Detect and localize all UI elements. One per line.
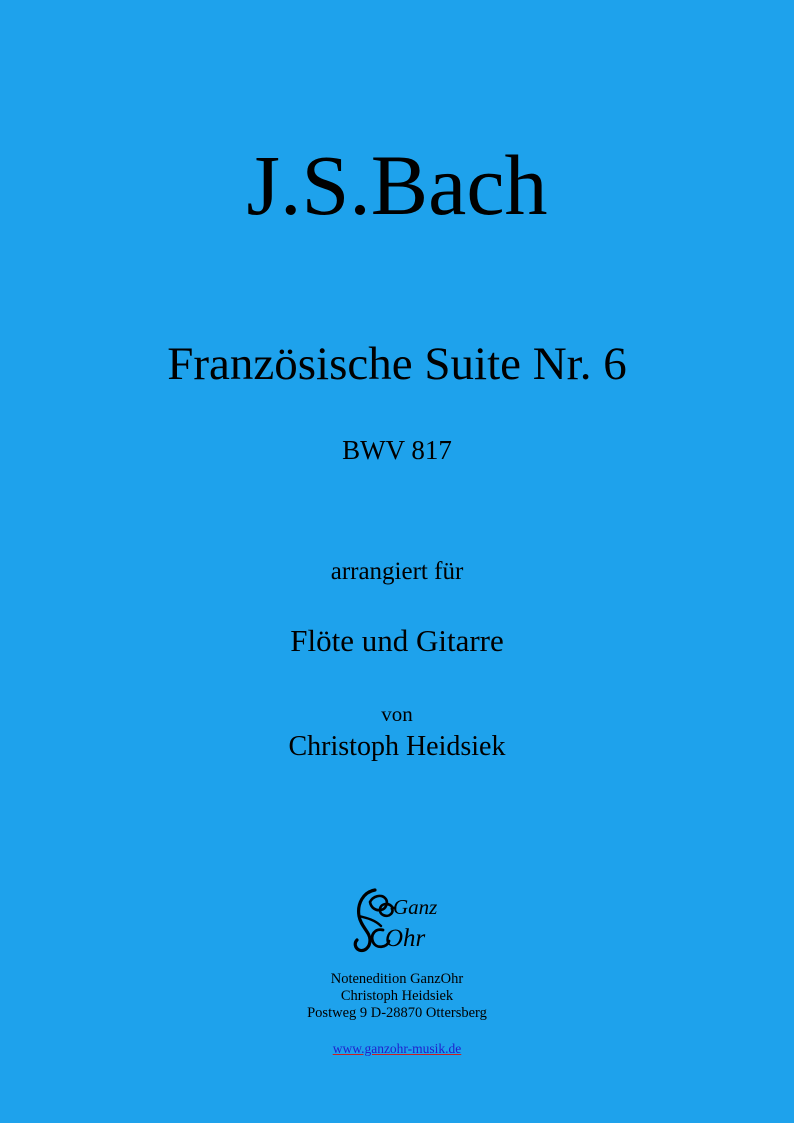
publisher-logo [0, 880, 794, 962]
publisher-website[interactable] [0, 1041, 794, 1057]
svg-text:Ganz: Ganz [393, 895, 438, 919]
website-link[interactable]: www.ganzohr-musik.de [332, 1041, 462, 1056]
ganzohr-logo-icon [337, 880, 457, 962]
arranged-for-label: arrangiert für [330, 558, 464, 585]
instrumentation: Flöte und Gitarre [290, 623, 504, 658]
publisher-contact: Christoph Heidsiek [340, 988, 454, 1005]
publisher-street: Postweg 9 D-28870 Ottersberg [307, 1005, 487, 1022]
catalog-number: BWV 817 [342, 435, 452, 465]
by-label: von [381, 702, 413, 726]
composer-name: J.S.Bach [246, 137, 548, 233]
publisher-name: Notenedition GanzOhr [330, 971, 464, 987]
work-title: Französische Suite Nr. 6 [167, 338, 627, 390]
svg-text:Ohr: Ohr [385, 925, 426, 952]
arranger-name: Christoph Heidsiek [288, 731, 506, 762]
publisher-address [0, 971, 794, 1022]
